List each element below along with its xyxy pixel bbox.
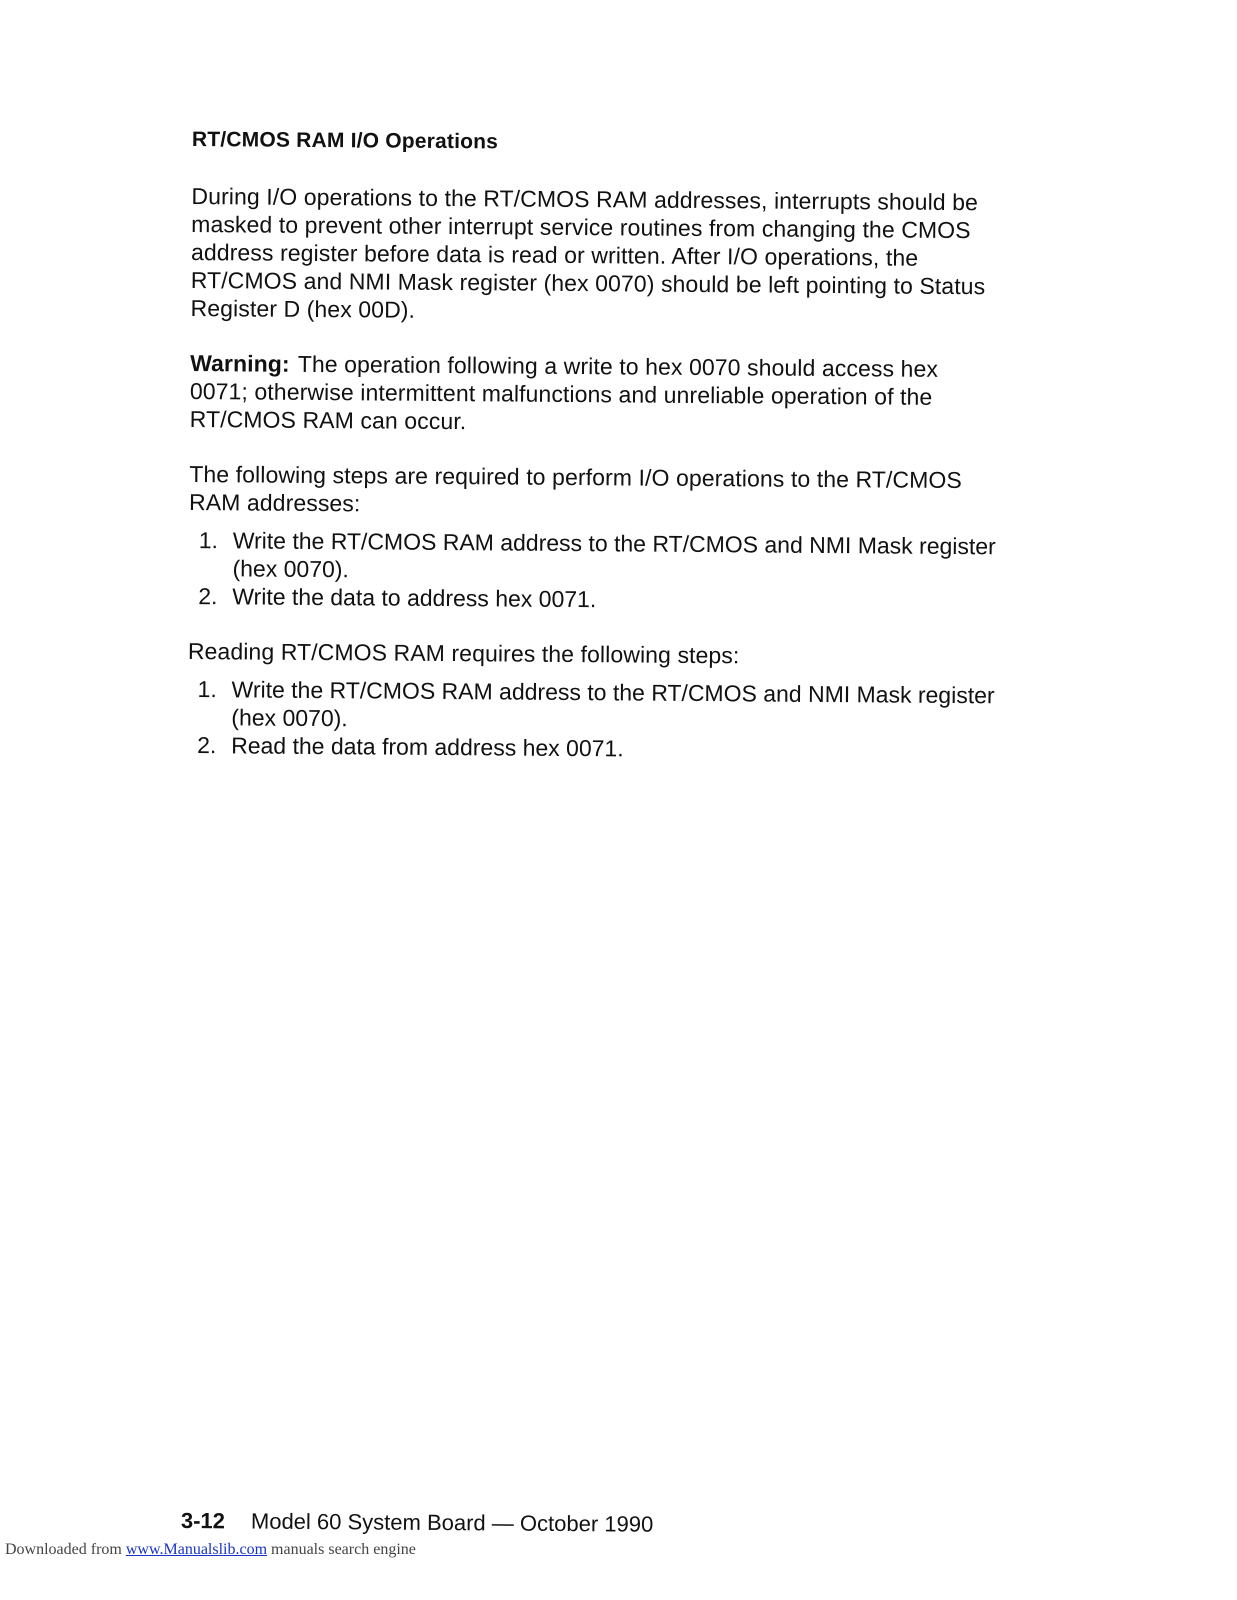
read-steps-list — [187, 675, 998, 765]
paragraph-interrupt-masking: During I/O operations to the RT/CMOS RAM addresses, interrupts should be masked to prevent other interrupt service routines from changing the CMOS address register before data is read or written. After I/O operations, the RT/CMOS and NMI Mask register (hex 0070) should be left pointing to Status Register D (hex 00D). — [190, 182, 986, 323]
write-steps-list — [188, 526, 999, 616]
step-text: Read the data from address hex 0071. — [231, 732, 624, 762]
step-number: 1. — [198, 527, 219, 554]
manualslib-link[interactable]: www.Manualslib.com — [125, 1541, 268, 1558]
warning-text: The operation following a write to hex 0070 should access hex 0071; otherwise intermittent malfunctions and unreliable operation of the RT/CMOS RAM can occur. — [189, 350, 939, 435]
section-heading: RT/CMOS RAM I/O Operations — [191, 128, 499, 154]
step-number: 2. — [198, 583, 218, 610]
list-item — [188, 582, 998, 616]
step-text: Write the RT/CMOS RAM address to the RT/CMOS and NMI Mask register (hex 0070). — [232, 527, 996, 583]
page-content — [187, 128, 1002, 792]
list-item — [187, 731, 997, 765]
download-prefix: Downloaded from — [5, 1541, 122, 1558]
step-number: 1. — [197, 676, 217, 703]
step-text: Write the data to address hex 0071. — [232, 583, 597, 613]
footer-title: Model 60 System Board — October 1990 — [250, 1508, 654, 1537]
download-suffix: manuals search engine — [271, 1541, 416, 1558]
page-number: 3-12 — [180, 1508, 226, 1534]
read-steps-intro: Reading RT/CMOS RAM requires the following steps: — [187, 637, 740, 669]
page-footer — [181, 1508, 654, 1538]
list-item — [187, 675, 997, 737]
step-number: 2. — [197, 732, 217, 759]
write-steps-intro: The following steps are required to perform I/O operations to the RT/CMOS RAM addresses: — [188, 460, 962, 517]
download-banner — [5, 1541, 416, 1559]
warning-label: Warning: — [190, 349, 290, 377]
warning-paragraph — [190, 349, 1001, 439]
list-item — [188, 526, 998, 588]
step-text: Write the RT/CMOS RAM address to the RT/CMOS and NMI Mask register (hex 0070). — [231, 676, 995, 732]
